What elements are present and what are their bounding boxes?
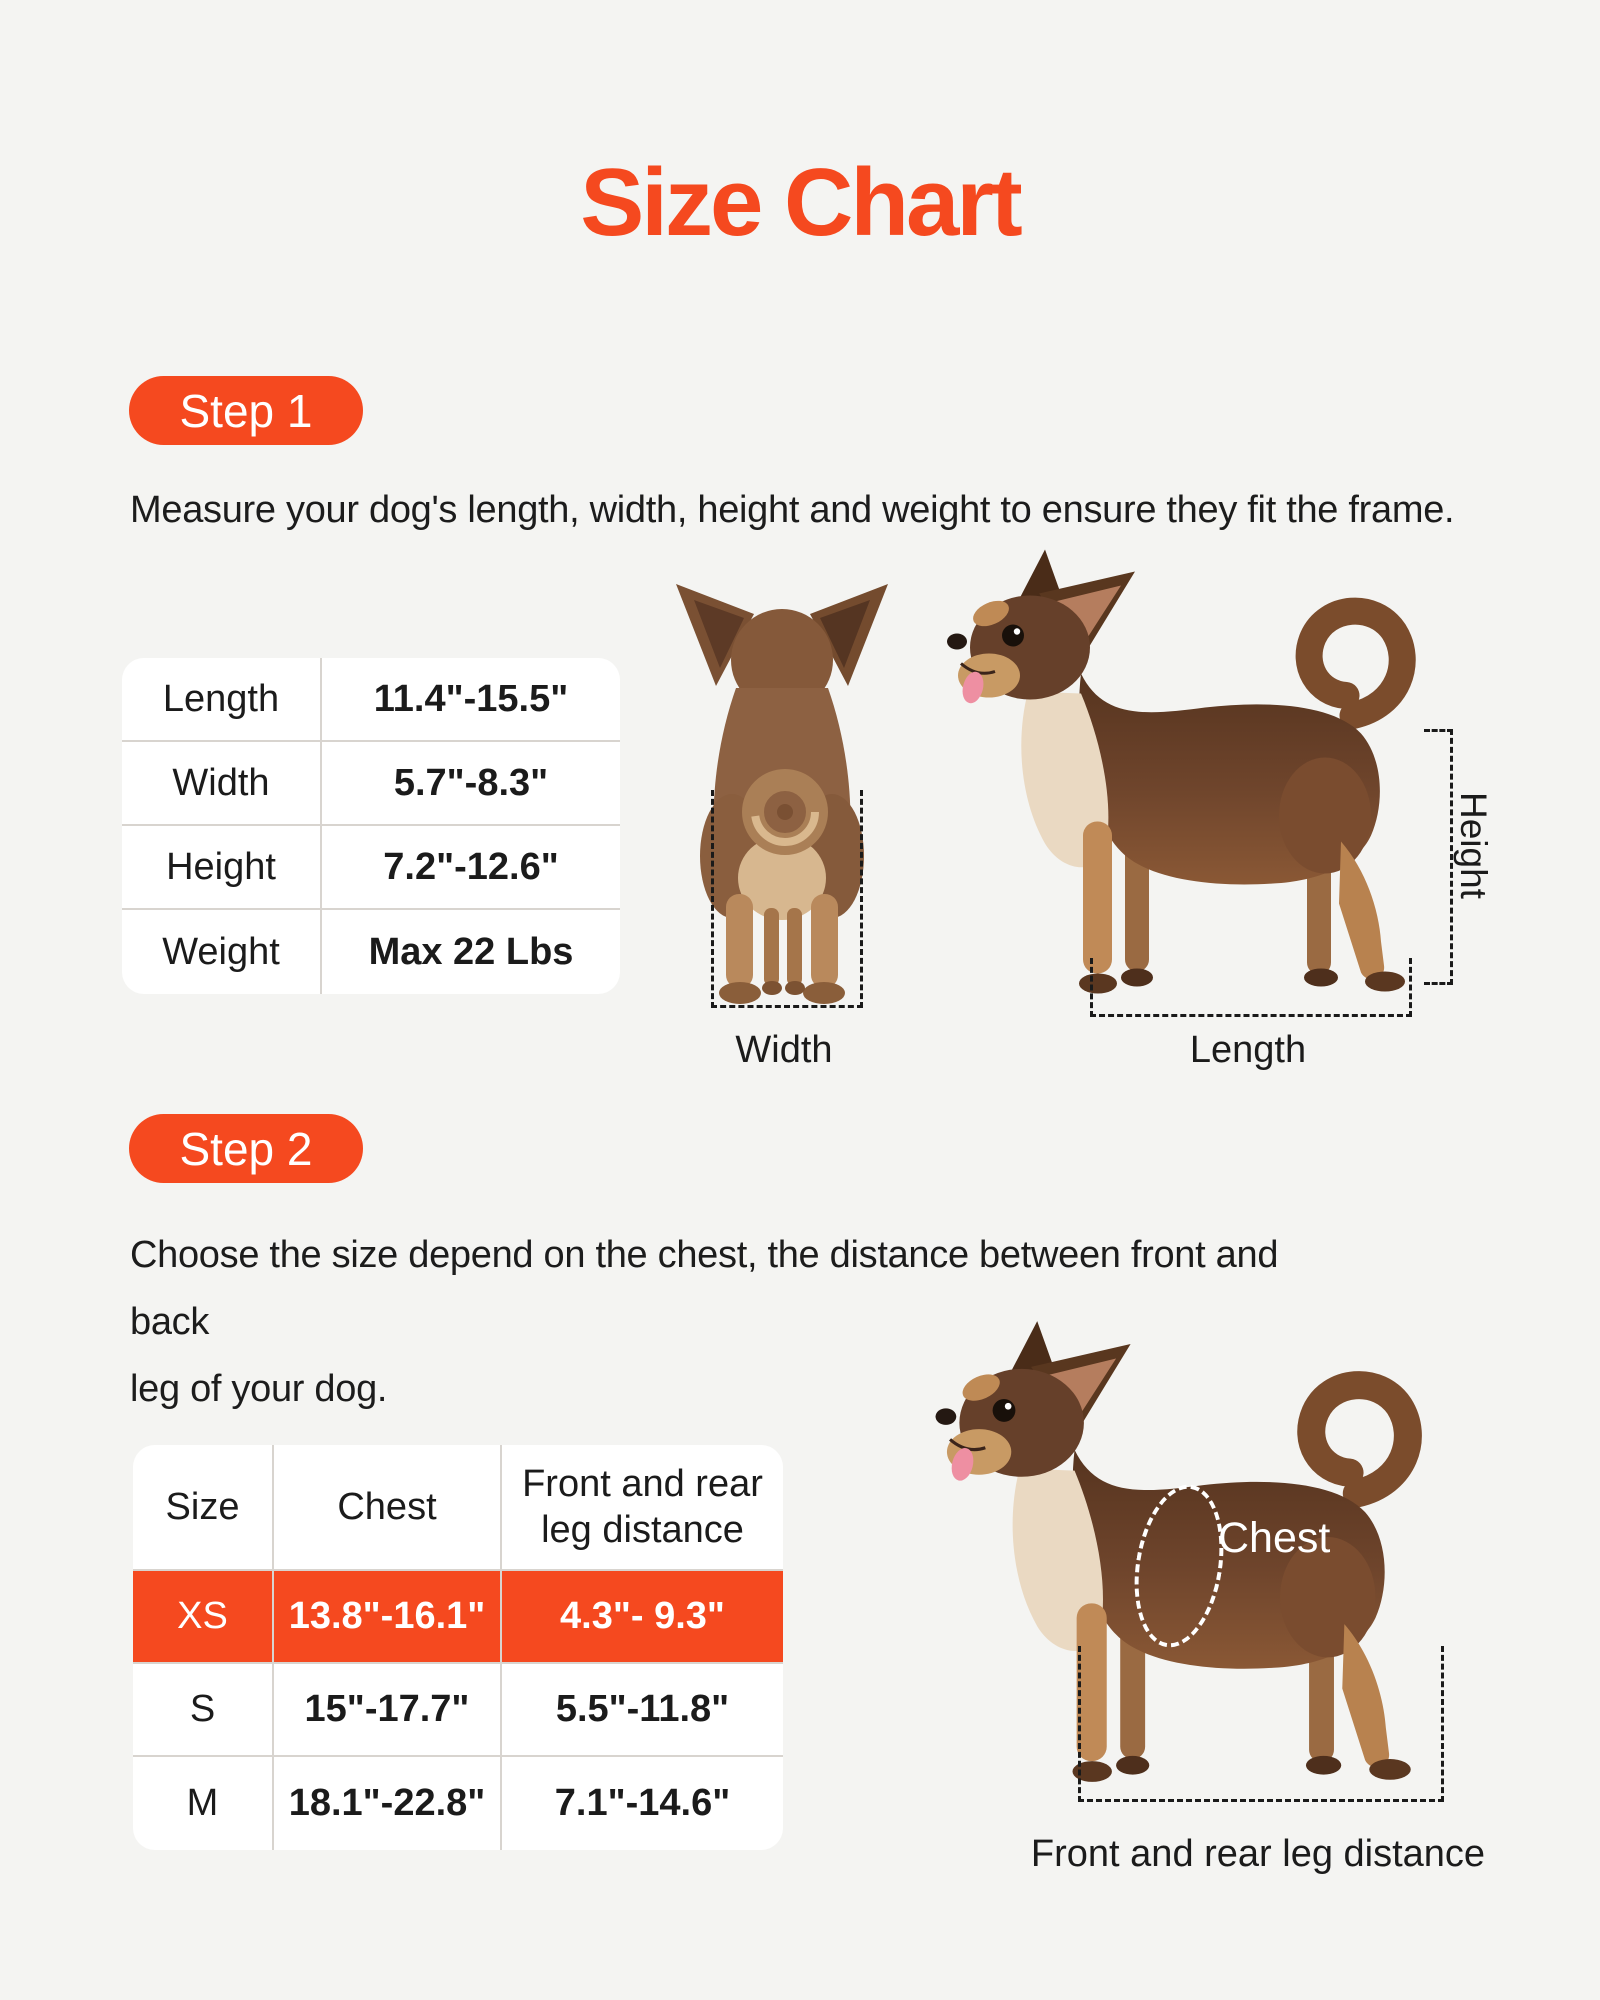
measurement-row-label: Weight <box>122 910 322 994</box>
size-table-cell-chest: 13.8"-16.1" <box>274 1571 502 1664</box>
size-table-cell-size: M <box>133 1757 274 1850</box>
measurement-table <box>122 658 620 994</box>
size-table-cell-chest: 18.1"-22.8" <box>274 1757 502 1850</box>
width-measure-bracket <box>711 790 863 1008</box>
size-table-header: Front and rear leg distance <box>502 1445 783 1571</box>
dog-side-view-drawing <box>933 542 1438 1000</box>
height-label: Height <box>1453 792 1494 899</box>
step2-badge-label: Step 2 <box>179 1122 313 1175</box>
size-table-cell-legdistance: 4.3"- 9.3" <box>502 1571 783 1664</box>
length-measure-bracket <box>1090 958 1412 1017</box>
size-table-cell-size: XS <box>133 1571 274 1664</box>
length-label: Length <box>1189 1029 1307 1071</box>
step2-description-line2: leg of your dog. <box>130 1368 388 1410</box>
chest-label: Chest <box>1218 1514 1331 1562</box>
measurement-row-value: 7.2"-12.6" <box>322 826 620 910</box>
size-table-cell-chest: 15"-17.7" <box>274 1664 502 1757</box>
measurement-row-label: Length <box>122 658 322 742</box>
measurement-row-value: 5.7"-8.3" <box>322 742 620 826</box>
leg-distance-caption: Front and rear leg distance <box>1030 1833 1486 1875</box>
measurement-row-label: Height <box>122 826 322 910</box>
step2-description-line1: Choose the size depend on the chest, the distance between front and back <box>130 1234 1279 1343</box>
width-label: Width <box>735 1029 833 1071</box>
step1-badge-label: Step 1 <box>179 384 313 437</box>
step2-badge <box>129 1114 363 1183</box>
height-measure-bracket <box>1424 729 1453 985</box>
measurement-row-value: Max 22 Lbs <box>368 930 574 973</box>
size-table-cell-size: S <box>133 1664 274 1757</box>
measurement-row-value: 11.4"-15.5" <box>322 658 620 742</box>
size-table-header: Size <box>133 1445 274 1571</box>
size-table-cell-legdistance: 5.5"-11.8" <box>502 1664 783 1757</box>
leg-distance-measure-bracket <box>1078 1646 1444 1802</box>
size-table-cell-legdistance: 7.1"-14.6" <box>554 1782 731 1825</box>
dog-side-view-illustration <box>933 542 1438 1000</box>
size-table-header: Chest <box>274 1445 502 1571</box>
size-table <box>133 1445 783 1850</box>
measurement-row-label: Width <box>122 742 322 826</box>
step1-badge <box>129 376 363 445</box>
step1-description: Measure your dog's length, width, height and weight to ensure they fit the frame. <box>130 489 1455 531</box>
page-title: Size Chart <box>580 149 1020 256</box>
